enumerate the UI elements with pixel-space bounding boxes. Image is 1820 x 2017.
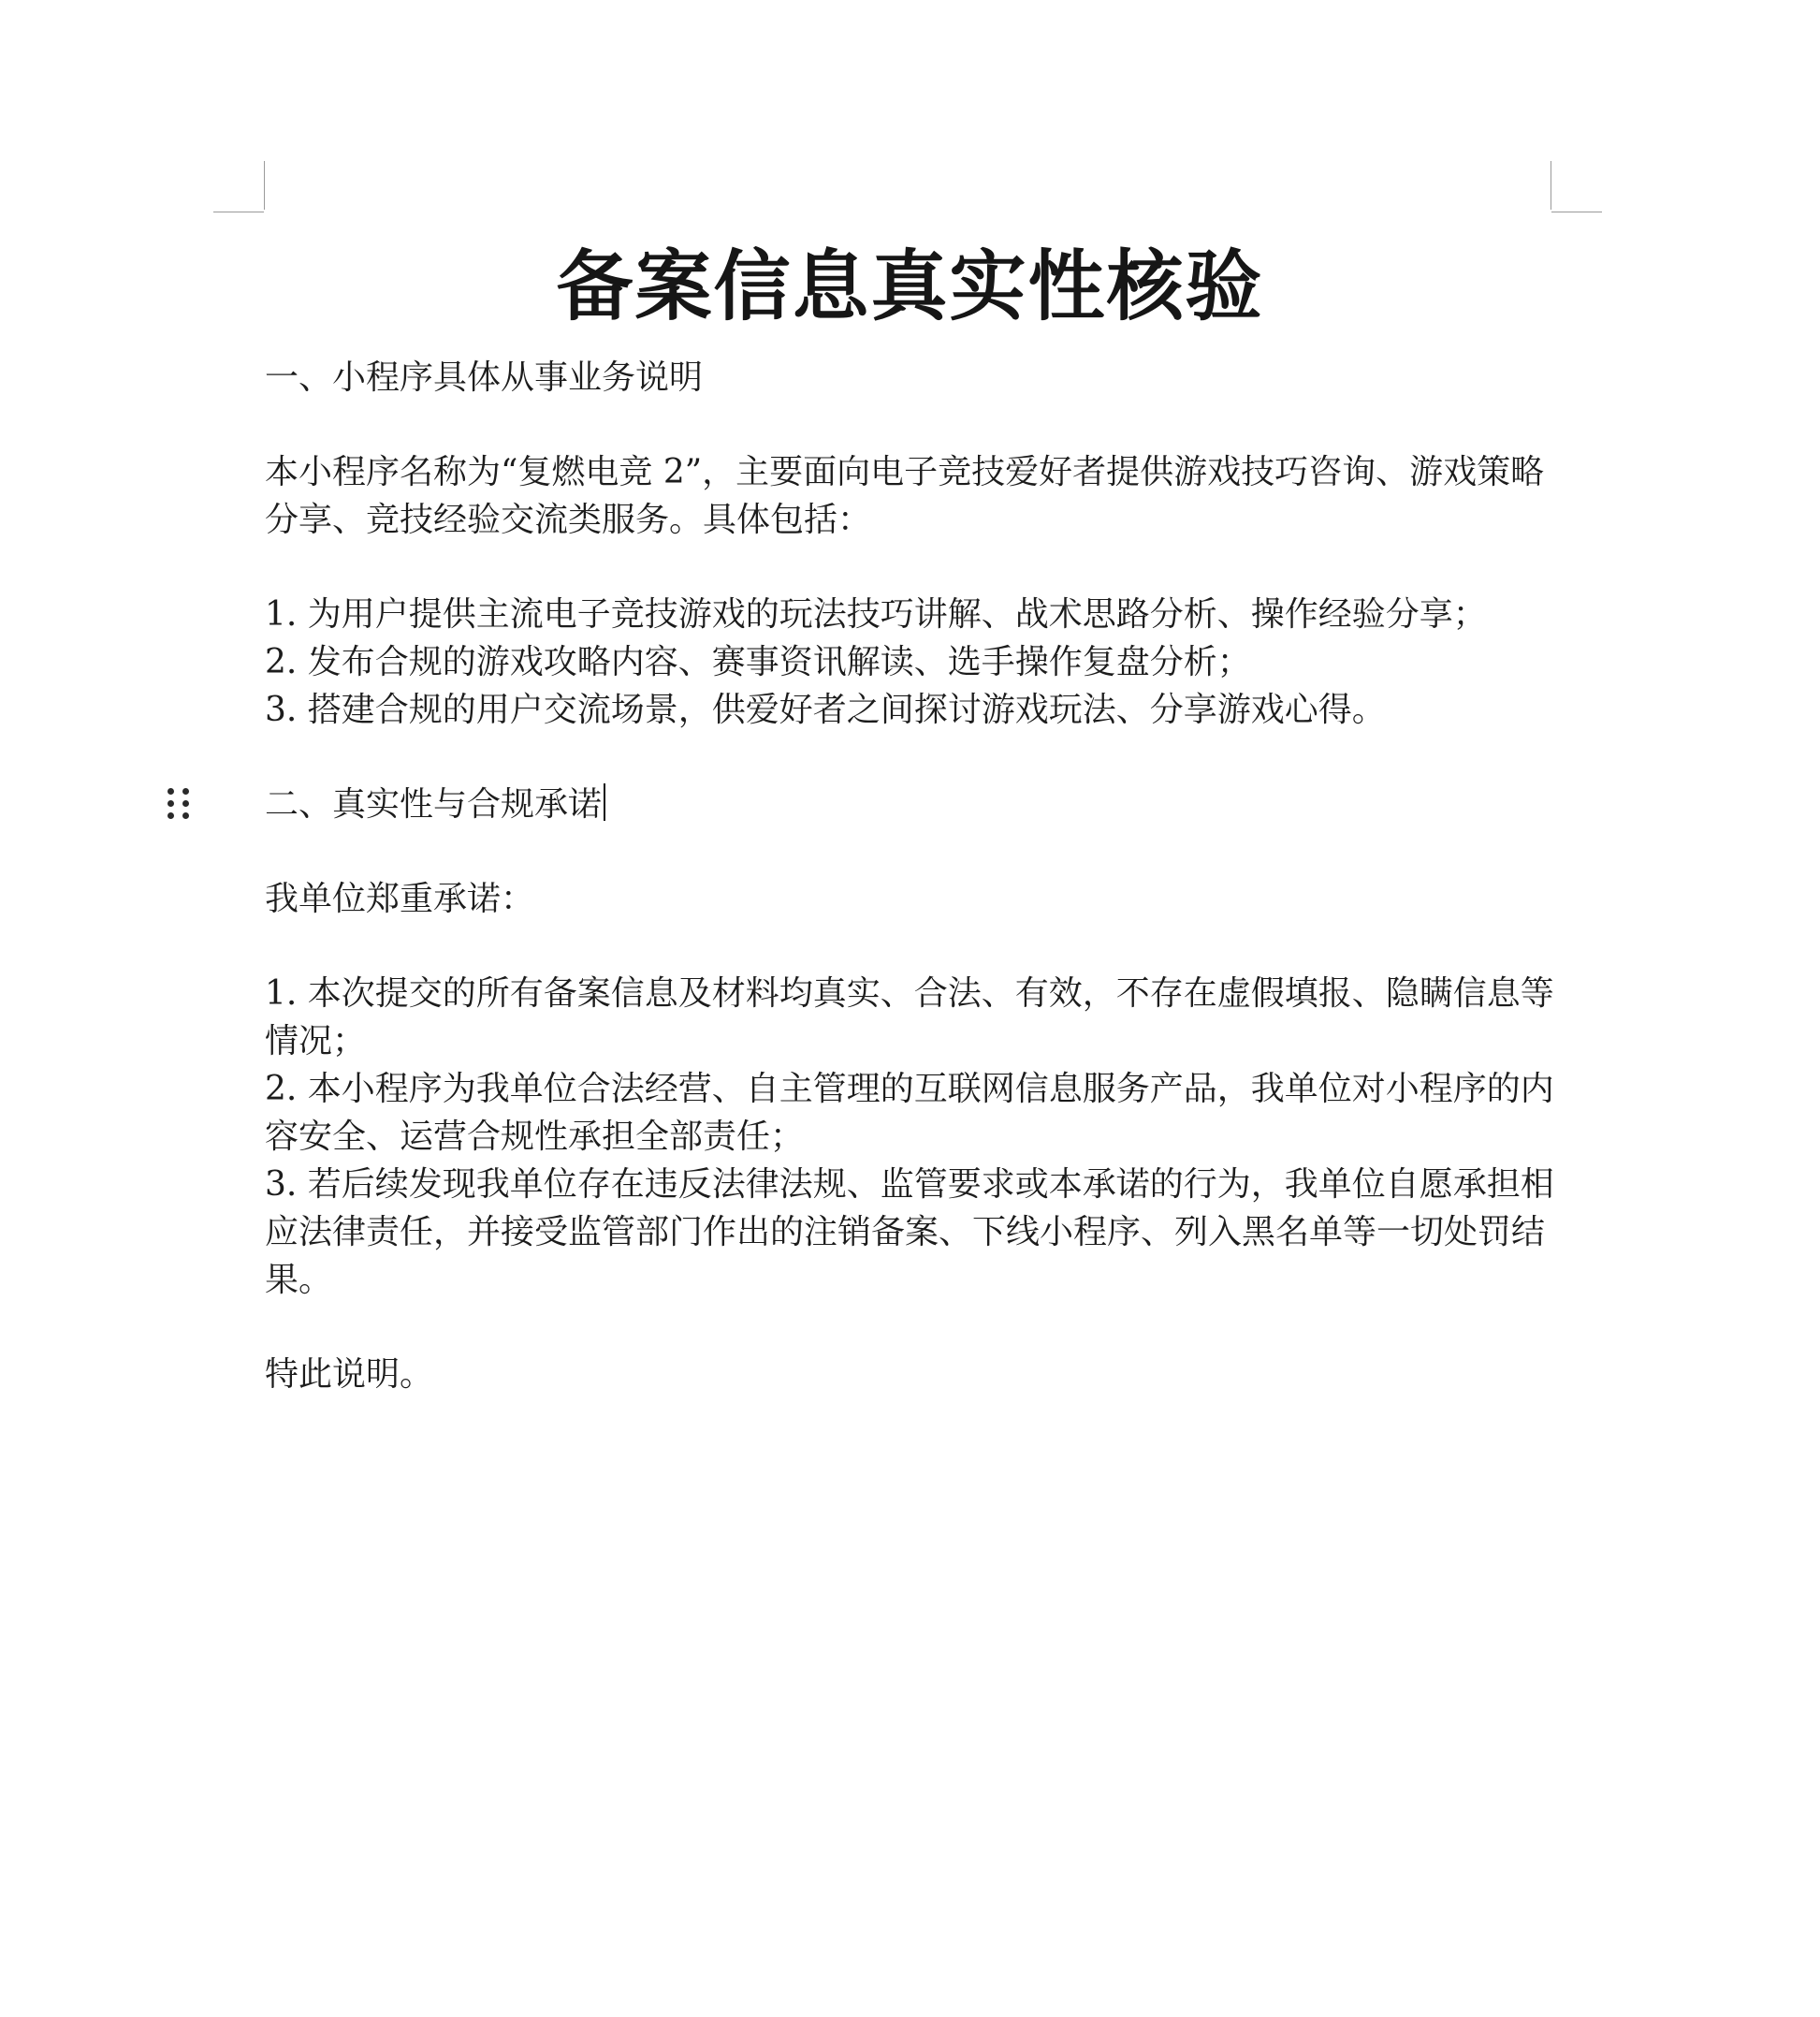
section1-heading[interactable]: 一、小程序具体从事业务说明	[265, 358, 704, 397]
text-cursor-icon	[604, 783, 605, 821]
section2-list-item[interactable]: 3. 若后续发现我单位存在违反法律法规、监管要求或本承诺的行为，我单位自愿承担相应法律责任，并接受监管部门作出的注销备案、下线小程序、列入黑名单等一切处罚结果。	[265, 1165, 1554, 1299]
section2-list-item[interactable]: 1. 本次提交的所有备案信息及材料均真实、合法、有效，不存在虚假填报、隐瞒信息等情况；	[265, 974, 1554, 1060]
closing-line[interactable]: 特此说明。	[265, 1355, 434, 1394]
section1-list-item[interactable]: 1. 为用户提供主流电子竞技游戏的玩法技巧讲解、战术思路分析、操作经验分享；	[265, 595, 1487, 634]
section1-intro-paragraph[interactable]: 本小程序名称为“复燃电竞 2”，主要面向电子竞技爱好者提供游戏技巧咨询、游戏策略分享、竞技经验交流类服务。具体包括：	[265, 453, 1545, 539]
document-title[interactable]: 备案信息真实性核验	[556, 242, 1264, 331]
drag-handle-icon[interactable]	[167, 788, 190, 820]
section2-intro-paragraph[interactable]: 我单位郑重承诺：	[265, 880, 535, 918]
section2-heading-block[interactable]	[265, 781, 1575, 828]
document-body[interactable]	[265, 354, 1575, 1398]
section1-list-item[interactable]: 3. 搭建合规的用户交流场景，供爱好者之间探讨游戏玩法、分享游戏心得。	[265, 691, 1386, 729]
section2-list-item[interactable]: 2. 本小程序为我单位合法经营、自主管理的互联网信息服务产品，我单位对小程序的内容安全、运营合规性承担全部责任；	[265, 1070, 1554, 1156]
margin-corner-mark-top-left	[264, 161, 265, 210]
section1-list-item[interactable]: 2. 发布合规的游戏攻略内容、赛事资讯解读、选手操作复盘分析；	[265, 643, 1251, 681]
section2-heading[interactable]: 二、真实性与合规承诺	[265, 785, 603, 824]
